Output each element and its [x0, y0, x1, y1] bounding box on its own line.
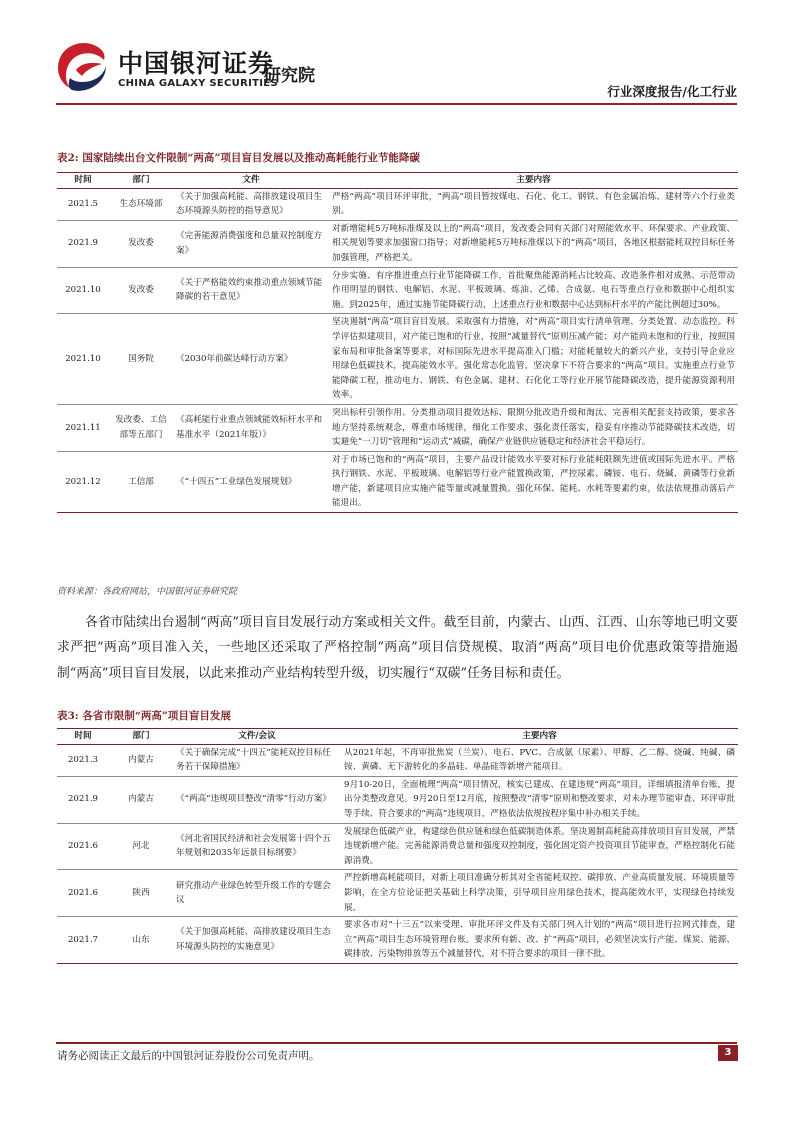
- column-header-file: 文件: [173, 173, 329, 189]
- table-row: [57, 267, 738, 314]
- table-row: [57, 823, 738, 870]
- cell-dept: 国务院: [109, 314, 173, 405]
- cell-dept: 内蒙古: [109, 744, 173, 776]
- cell-time: 2021.5: [57, 188, 109, 220]
- cell-content: 严控新增高耗能项目，对新上项目准确分析其对全省能耗双控、碳排放、产业高质量发展、环境质量等影响，在全方位论证把关基础上科学决策，引导项目应用绿色技术，提高能效水平，实现绿色持续发展。: [341, 870, 738, 917]
- cell-time: 2021.7: [57, 917, 109, 964]
- cell-dept: 工信部: [109, 451, 173, 512]
- cell-content: 严格“两高”项目环评审批，“两高”项目暂按煤电、石化、化工、钢铁、有色金属冶炼、建材等六个行业类别。: [329, 188, 738, 220]
- table-2-caption: 表2: 国家陆续出台文件限制“两高”项目盲目发展以及推动高耗能行业节能降碳: [57, 152, 420, 164]
- cell-content: 对于市场已饱和的“两高”项目，主要产品设计能效水平要对标行业能耗限额先进值或国际先进水平。严格执行钢铁、水泥、平板玻璃、电解铝等行业产能置换政策，严控尿素、磷铵、电石、烧碱、黄磷等行业新增产能，新建项目应实施产能等量或减量置换。强化环保、能耗、水耗等要素约束，依法依规推动落后产能退出。: [329, 451, 738, 512]
- column-header-dept: 部门: [109, 729, 173, 745]
- cell-time: 2021.10: [57, 314, 109, 405]
- report-category: 行业深度报告/化工行业: [607, 84, 737, 99]
- column-header-dept: 部门: [109, 173, 173, 189]
- cell-content: 9月10-20日，全面梳理“两高”项目情况，核实已建成、在建违规“两高”项目，详细填报清单台账，提出分类整改意见。9月20日至12月底，按照整改“清零”原则和整改要求，对未办理节能审查、环评审批等手续、符合要求的“两高”违规项目，严格依法依规按程序集中补办相关手续。: [341, 776, 738, 823]
- cell-content: 突出标杆引领作用、分类推动项目提效达标、限期分批改造升级和淘汰、完善相关配套支持政策，要求各地方坚持系统观念，尊重市场规律，细化工作要求，强化责任落实，稳妥有序推动节能降碳技术改造，切实避免“一刀切”管理和“运动式”减碳，确保产业链供应链稳定和经济社会平稳运行。: [329, 404, 738, 451]
- cell-file: 《关于加强高耗能、高排放建设项目生态环境源头防控的实施意见》: [173, 917, 341, 964]
- column-header-time: 时间: [57, 173, 109, 189]
- cell-dept: 内蒙古: [109, 776, 173, 823]
- cell-dept: 山东: [109, 917, 173, 964]
- column-header-file: 文件/会议: [173, 729, 341, 745]
- cell-time: 2021.6: [57, 823, 109, 870]
- cell-dept: 河北: [109, 823, 173, 870]
- cell-time: 2021.6: [57, 870, 109, 917]
- cell-file: 《“十四五”工业绿色发展规划》: [173, 451, 329, 512]
- table-row: [57, 917, 738, 964]
- table-row: [57, 744, 738, 776]
- cell-time: 2021.9: [57, 776, 109, 823]
- cell-content: 从2021年起，不再审批焦炭（兰炭）、电石、PVC、合成氨（尿素）、甲醇、乙二醇、烧碱、纯碱、磷铵、黄磷、无下游转化的多晶硅、单晶硅等新增产能项目。: [341, 744, 738, 776]
- cell-file: 《关于加强高耗能、高排放建设项目生态环境源头防控的指导意见》: [173, 188, 329, 220]
- table-row: [57, 776, 738, 823]
- brand-institute: 研究院: [264, 66, 315, 86]
- table-2: [57, 172, 738, 513]
- cell-time: 2021.3: [57, 744, 109, 776]
- footer-disclaimer: 请务必阅读正文最后的中国银河证券股份公司免责声明。: [57, 1050, 320, 1062]
- cell-content: 发展绿色低碳产业，构建绿色供应链和绿色低碳制造体系。坚决遏制高耗能高排放项目盲目发展，严禁违规新增产能。完善能源消费总量和强度双控制度，强化固定资产投资项目节能审查，严格控制化石能源消费。: [341, 823, 738, 870]
- table-row: [57, 220, 738, 267]
- page-number: 3: [718, 1045, 738, 1061]
- cell-file: 《高耗能行业重点领域能效标杆水平和基准水平（2021年版）》: [173, 404, 329, 451]
- cell-file: 《2030年前碳达峰行动方案》: [173, 314, 329, 405]
- column-header-content: 主要内容: [341, 729, 738, 745]
- footer-divider: [56, 1042, 737, 1044]
- cell-file: 《关于确保完成“十四五”能耗双控目标任务若干保障措施》: [173, 744, 341, 776]
- table-3: [57, 728, 738, 964]
- cell-dept: 发改委: [109, 220, 173, 267]
- cell-time: 2021.12: [57, 451, 109, 512]
- cell-content: 坚决遏制“两高”项目盲目发展。采取强有力措施，对“两高”项目实行清单管理、分类处置、动态监控。科学评估拟建项目，对产能已饱和的行业，按照“减量替代”原则压减产能；对产能尚未饱和的行业，按照国家布局和审批备案等要求，对标国际先进水平提高准入门槛；对能耗量较大的新兴产业，支持引导企业应用绿色低碳技术，提高能效水平。强化常态化监管，坚决拿下不符合要求的“两高”项目。实施重点行业节能降碳工程，推动电力、钢铁、有色金属、建材、石化化工等行业开展节能降碳改造，提升能源资源利用效率。: [329, 314, 738, 405]
- body-paragraph: 各省市陆续出台遏制“两高”项目盲目发展行动方案或相关文件。截至目前，内蒙古、山西、江西、山东等地已明文要求严把“两高”项目准入关，一些地区还采取了严格控制“两高”项目信贷规模、取消“两高”项目电价优惠政策等措施遏制“两高”项目盲目发展，以此来推动产业结构转型升级，切实履行“双碳”任务目标和责任。: [57, 615, 738, 681]
- table-row: [57, 404, 738, 451]
- source-note: 资料来源：各政府网站，中国银河证券研究院: [57, 587, 238, 597]
- cell-time: 2021.11: [57, 404, 109, 451]
- table-row: [57, 188, 738, 220]
- cell-time: 2021.10: [57, 267, 109, 314]
- table-header-row: [57, 173, 738, 189]
- table-3-caption: 表3: 各省市限制“两高”项目盲目发展: [57, 710, 231, 722]
- cell-file: 研究推动产业绿色转型升级工作的专题会议: [173, 870, 341, 917]
- cell-dept: 生态环境部: [109, 188, 173, 220]
- cell-dept: 发改委: [109, 267, 173, 314]
- cell-file: 《完善能源消费强度和总量双控制度方案》: [173, 220, 329, 267]
- galaxy-logo-icon: [52, 40, 112, 92]
- table-header-row: [57, 729, 738, 745]
- cell-content: 对新增能耗5万吨标准煤及以上的“两高”项目，发改委会同有关部门对照能效水平、环保要求、产业政策、相关规划等要求加强窗口指导；对新增能耗5万吨标准煤以下的“两高”项目，各地区根据能耗双控目标任务加强管理，严格把关。: [329, 220, 738, 267]
- column-header-content: 主要内容: [329, 173, 738, 189]
- cell-content: 分步实施、有序推进重点行业节能降碳工作，首批聚焦能源消耗占比较高、改造条件相对成熟、示范带动作用明显的钢铁、电解铝、水泥、平板玻璃、炼油、乙烯、合成氨、电石等重点行业和数据中心组织实施。到2025年，通过实施节能降碳行动，上述重点行业和数据中心达到标杆水平的产能比例超过30%。: [329, 267, 738, 314]
- table-row: [57, 870, 738, 917]
- cell-content: 要求各市对“十三五”以来受理、审批环评文件及有关部门列入计划的“两高”项目进行拉网式排查，建立“两高”项目生态环境管理台账。要求所有新、改、扩“两高”项目，必须坚决实行产能、煤炭、能源、碳排放、污染物排放等五个减量替代，对不符合要求的项目一律不批。: [341, 917, 738, 964]
- brand-name-cn: 中国银河证券: [118, 49, 275, 78]
- cell-file: 《关于严格能效约束推动重点领域节能降碳的若干意见》: [173, 267, 329, 314]
- table-row: [57, 451, 738, 512]
- table-row: [57, 314, 738, 405]
- cell-time: 2021.9: [57, 220, 109, 267]
- cell-dept: 陕西: [109, 870, 173, 917]
- header-divider: [56, 103, 737, 105]
- column-header-time: 时间: [57, 729, 109, 745]
- cell-file: 《“两高”违规项目整改“清零”行动方案》: [173, 776, 341, 823]
- brand-name-en: CHINA GALAXY SECURITIES: [118, 78, 278, 89]
- cell-file: 《河北省国民经济和社会发展第十四个五年规划和2035年远景目标纲要》: [173, 823, 341, 870]
- cell-dept: 发改委、工信部等五部门: [109, 404, 173, 451]
